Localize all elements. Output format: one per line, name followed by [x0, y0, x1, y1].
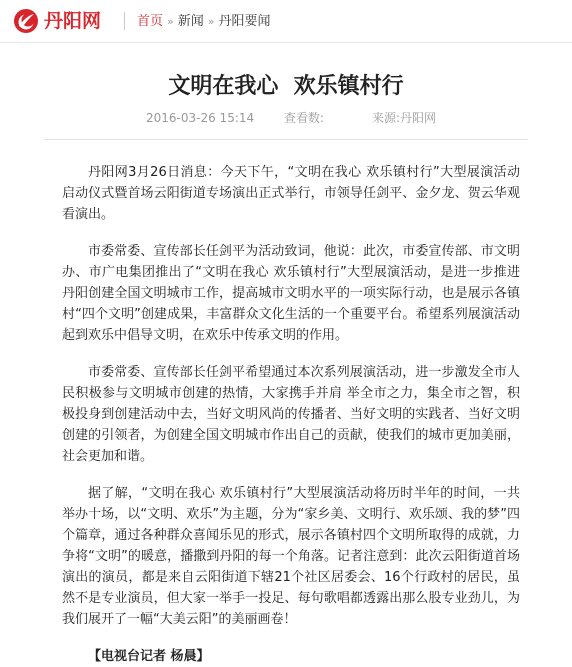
article-paragraph: 市委常委、宣传部长任剑平为活动致词，他说：此次，市委宣传部、市文明办、市广电集团推出了“文明在我心 欢乐镇村行”大型展演活动，是进一步推进丹阳创建全国文明城市工作，提高城市文明水平的一项实际行动，也是展示各镇村“四个文明”创建成果，丰富群众文化生活的一个重要平台。希望系列展演活动起到欢乐中倡导文明，在欢乐中传承文明的作用。 [62, 244, 520, 343]
article-reporter: 【电视台记者 杨晨】 [88, 649, 210, 664]
article-views [284, 110, 324, 126]
article-date: 2016-03-26 15:14 [146, 111, 255, 125]
header-divider [124, 12, 125, 30]
breadcrumb [137, 13, 271, 31]
article-paragraph: 市委常委、宣传部长任剑平希望通过本次系列展演活动，进一步激发全市人民积极参与文明城市创建的热情，大家携手并肩 举全市之力，集全市之智，积极投身到创建活动中去，当好文明风尚的传播者、当好文明的实践者、当好文明创建的引领者，为创建全国文明城市作出自己的贡献，使我们的城市更加美丽，社会更加和谐。 [62, 365, 520, 464]
article-paragraph: 丹阳网3月26日消息：今天下午，“文明在我心 欢乐镇村行”大型展演活动启动仪式暨首场云阳街道专场演出正式举行，市领导任剑平、金夕龙、贺云华观看演出。 [62, 165, 520, 222]
breadcrumb-separator: » [167, 15, 174, 28]
breadcrumb-section-link[interactable]: 丹阳要闻 [218, 14, 271, 29]
breadcrumb-news-link[interactable]: 新闻 [177, 14, 204, 29]
article-body [62, 162, 520, 667]
site-header [0, 0, 572, 43]
views-label: 查看数: [284, 111, 325, 125]
article-title: 文明在我心 欢乐镇村行 [168, 74, 404, 99]
source-value: 丹阳网 [400, 111, 437, 125]
breadcrumb-separator: » [207, 15, 215, 28]
breadcrumb-home-link[interactable]: 首页 [137, 14, 164, 29]
meta-divider [44, 139, 528, 140]
source-label: 来源: [372, 111, 401, 125]
article-source [372, 110, 436, 126]
danyang-logo-icon[interactable] [13, 8, 39, 34]
site-name[interactable]: 丹阳网 [44, 10, 102, 32]
article-paragraph: 据了解，“文明在我心 欢乐镇村行”大型展演活动将历时半年的时间，一共举办十场，以“文明、欢乐”为主题，分为“家乡美、文明行、欢乐颂、我的梦”四个篇章，通过各种群众喜闻乐见的形式，展示各镇村四个文明所取得的成就，力争将“文明”的暖意，播撒到丹阳的每一个角落。记者注意到：此次云阳街道首场演出的演员，都是来自云阳街道下辖21个社区居委会、16个行政村的居民，虽然不是专业演员，但大家一举手一投足、每句歌唱都透露出那么股专业劲儿，为我们展开了一幅“大美云阳”的美丽画卷！ [62, 486, 520, 627]
